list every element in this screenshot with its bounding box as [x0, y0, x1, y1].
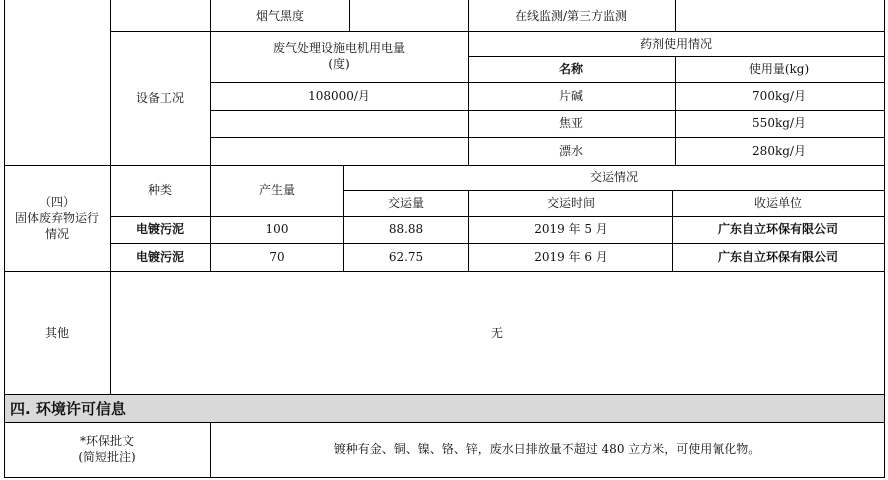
grid-line: [4, 422, 885, 423]
transport-qty: 88.88: [388, 222, 424, 236]
equipment-condition-label: 设备工况: [135, 91, 185, 105]
grid-line: [210, 82, 885, 83]
section-title: 四. 环境许可信息: [10, 400, 126, 418]
chemical-name: 焦亚: [558, 116, 584, 130]
grid-line: [675, 0, 676, 31]
receiver-header: 收运单位: [753, 196, 803, 210]
grid-line: [4, 271, 885, 272]
waste-amount: 100: [265, 222, 289, 236]
permit-label: *环保批文: [79, 434, 135, 448]
waste-type: 电镀污泥: [135, 222, 185, 236]
chemical-name: 漂水: [558, 144, 584, 158]
grid-line: [210, 137, 885, 138]
solid-waste-label: 固体废弃物运行: [14, 211, 100, 225]
chemical-usage: 550kg/月: [752, 116, 806, 130]
chemicals-header: 药剂使用情况: [639, 37, 713, 51]
grid-line: [4, 394, 885, 395]
grid-line: [349, 0, 350, 31]
receiver-name: 广东自立环保有限公司: [717, 222, 839, 236]
grid-line: [110, 31, 885, 32]
table-border-left: [4, 0, 5, 478]
transport-time: 2019 年 5 月: [534, 222, 608, 236]
table-border-bottom: [4, 477, 885, 478]
solid-waste-label: （四）: [38, 195, 76, 209]
power-usage-header: 废气处理设施电机用电量: [272, 41, 406, 55]
transport-qty-header: 交运量: [387, 196, 425, 210]
other-label: 其他: [44, 326, 70, 340]
waste-amount: 70: [269, 250, 285, 264]
transport-time-header: 交运时间: [546, 196, 596, 210]
table-border-right: [884, 0, 885, 478]
other-value: 无: [490, 326, 504, 340]
power-usage-unit: (度): [328, 57, 350, 71]
chemical-usage-header: 使用量(kg): [748, 62, 810, 76]
grid-line: [210, 422, 211, 478]
waste-type: 电镀污泥: [135, 250, 185, 264]
waste-type-header: 种类: [147, 183, 173, 197]
grid-line: [343, 190, 885, 191]
grid-line: [210, 165, 211, 271]
grid-line: [110, 0, 111, 394]
grid-line: [343, 165, 344, 271]
grid-line: [4, 165, 885, 166]
transport-qty: 62.75: [388, 250, 424, 264]
monitoring-method-label: 在线监测/第三方监测: [514, 9, 628, 23]
section-header-background: [4, 394, 884, 422]
power-usage-value: 108000/月: [308, 89, 370, 103]
permit-text: 镀种有金、铜、镍、铬、锌，废水日排放量不超过 480 立方米，可使用氰化物。: [333, 442, 761, 456]
smoke-blackness-label: 烟气黑度: [255, 9, 305, 23]
receiver-name: 广东自立环保有限公司: [717, 250, 839, 264]
grid-line: [210, 110, 885, 111]
transport-time: 2019 年 6 月: [534, 250, 608, 264]
transport-header: 交运情况: [589, 170, 639, 184]
waste-amount-header: 产生量: [258, 183, 296, 197]
grid-line: [468, 190, 469, 271]
grid-line: [468, 56, 885, 57]
chemical-usage: 700kg/月: [752, 89, 806, 103]
chemical-usage: 280kg/月: [752, 144, 806, 158]
grid-line: [110, 216, 885, 217]
chemical-name-header: 名称: [558, 62, 584, 76]
grid-line: [110, 243, 885, 244]
grid-line: [672, 190, 673, 271]
chemical-name: 片碱: [558, 89, 584, 103]
permit-label-note: (简短批注): [78, 450, 136, 464]
solid-waste-label: 情况: [44, 227, 70, 241]
